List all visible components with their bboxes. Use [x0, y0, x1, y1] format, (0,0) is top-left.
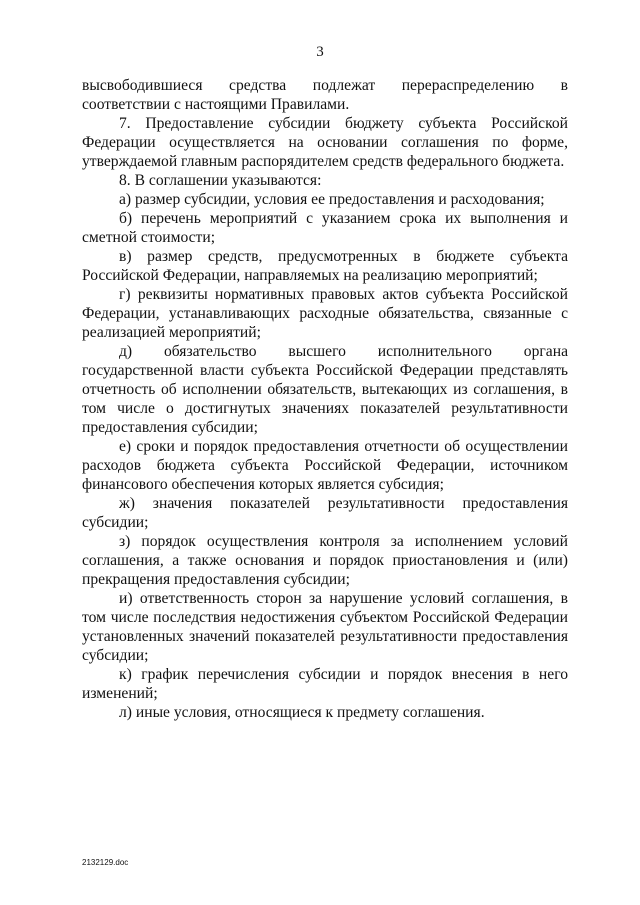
- subitem-b: б) перечень мероприятий с указанием срока их выполнения и сметной стоимости;: [82, 210, 568, 246]
- subitem-d: д) обязательство высшего исполнительного органа государственной власти субъекта Российской Федерации представлять отчетность об исполнении обязательств, вытекающих из соглашения, в том числе о достигнутых значениях показателей результативности предоставления субсидии;: [82, 343, 568, 436]
- subitem-i: и) ответственность сторон за нарушение условий соглашения, в том числе последствия недостижения субъектом Российской Федерации установленных значений показателей результативности предоставления субсидии;: [82, 590, 568, 664]
- paragraph-item-7: 7. Предоставление субсидии бюджету субъекта Российской Федерации осуществляется на основании соглашения по форме, утверждаемой главным распорядителем средств федерального бюджета.: [82, 115, 568, 170]
- subitem-e: е) сроки и порядок предоставления отчетности об осуществлении расходов бюджета субъекта Российской Федерации, источником финансового обеспечения которых является субсидия;: [82, 438, 568, 493]
- document-body: [82, 76, 568, 722]
- subitem-a: а) размер субсидии, условия ее предоставления и расходования;: [119, 191, 545, 208]
- subitem-k: к) график перечисления субсидии и порядок внесения в него изменений;: [82, 666, 568, 702]
- page-number: 3: [316, 44, 324, 60]
- paragraph-continuation: высвободившиеся средства подлежат перераспределению в соответствии с настоящими Правилами.: [82, 77, 568, 113]
- subitem-z: з) порядок осуществления контроля за исполнением условий соглашения, а также основания и порядок приостановления и (или) прекращения предоставления субсидии;: [82, 533, 568, 588]
- subitem-l: л) иные условия, относящиеся к предмету соглашения.: [119, 704, 485, 721]
- subitem-v: в) размер средств, предусмотренных в бюджете субъекта Российской Федерации, направляемых на реализацию мероприятий;: [82, 248, 568, 284]
- subitem-g: г) реквизиты нормативных правовых актов субъекта Российской Федерации, устанавливающих расходные обязательства, связанные с реализацией мероприятий;: [82, 286, 568, 341]
- subitem-zh: ж) значения показателей результативности предоставления субсидии;: [82, 495, 568, 531]
- paragraph-item-8: 8. В соглашении указываются:: [119, 172, 322, 189]
- document-filename-footer: 2132129.doc: [82, 858, 129, 867]
